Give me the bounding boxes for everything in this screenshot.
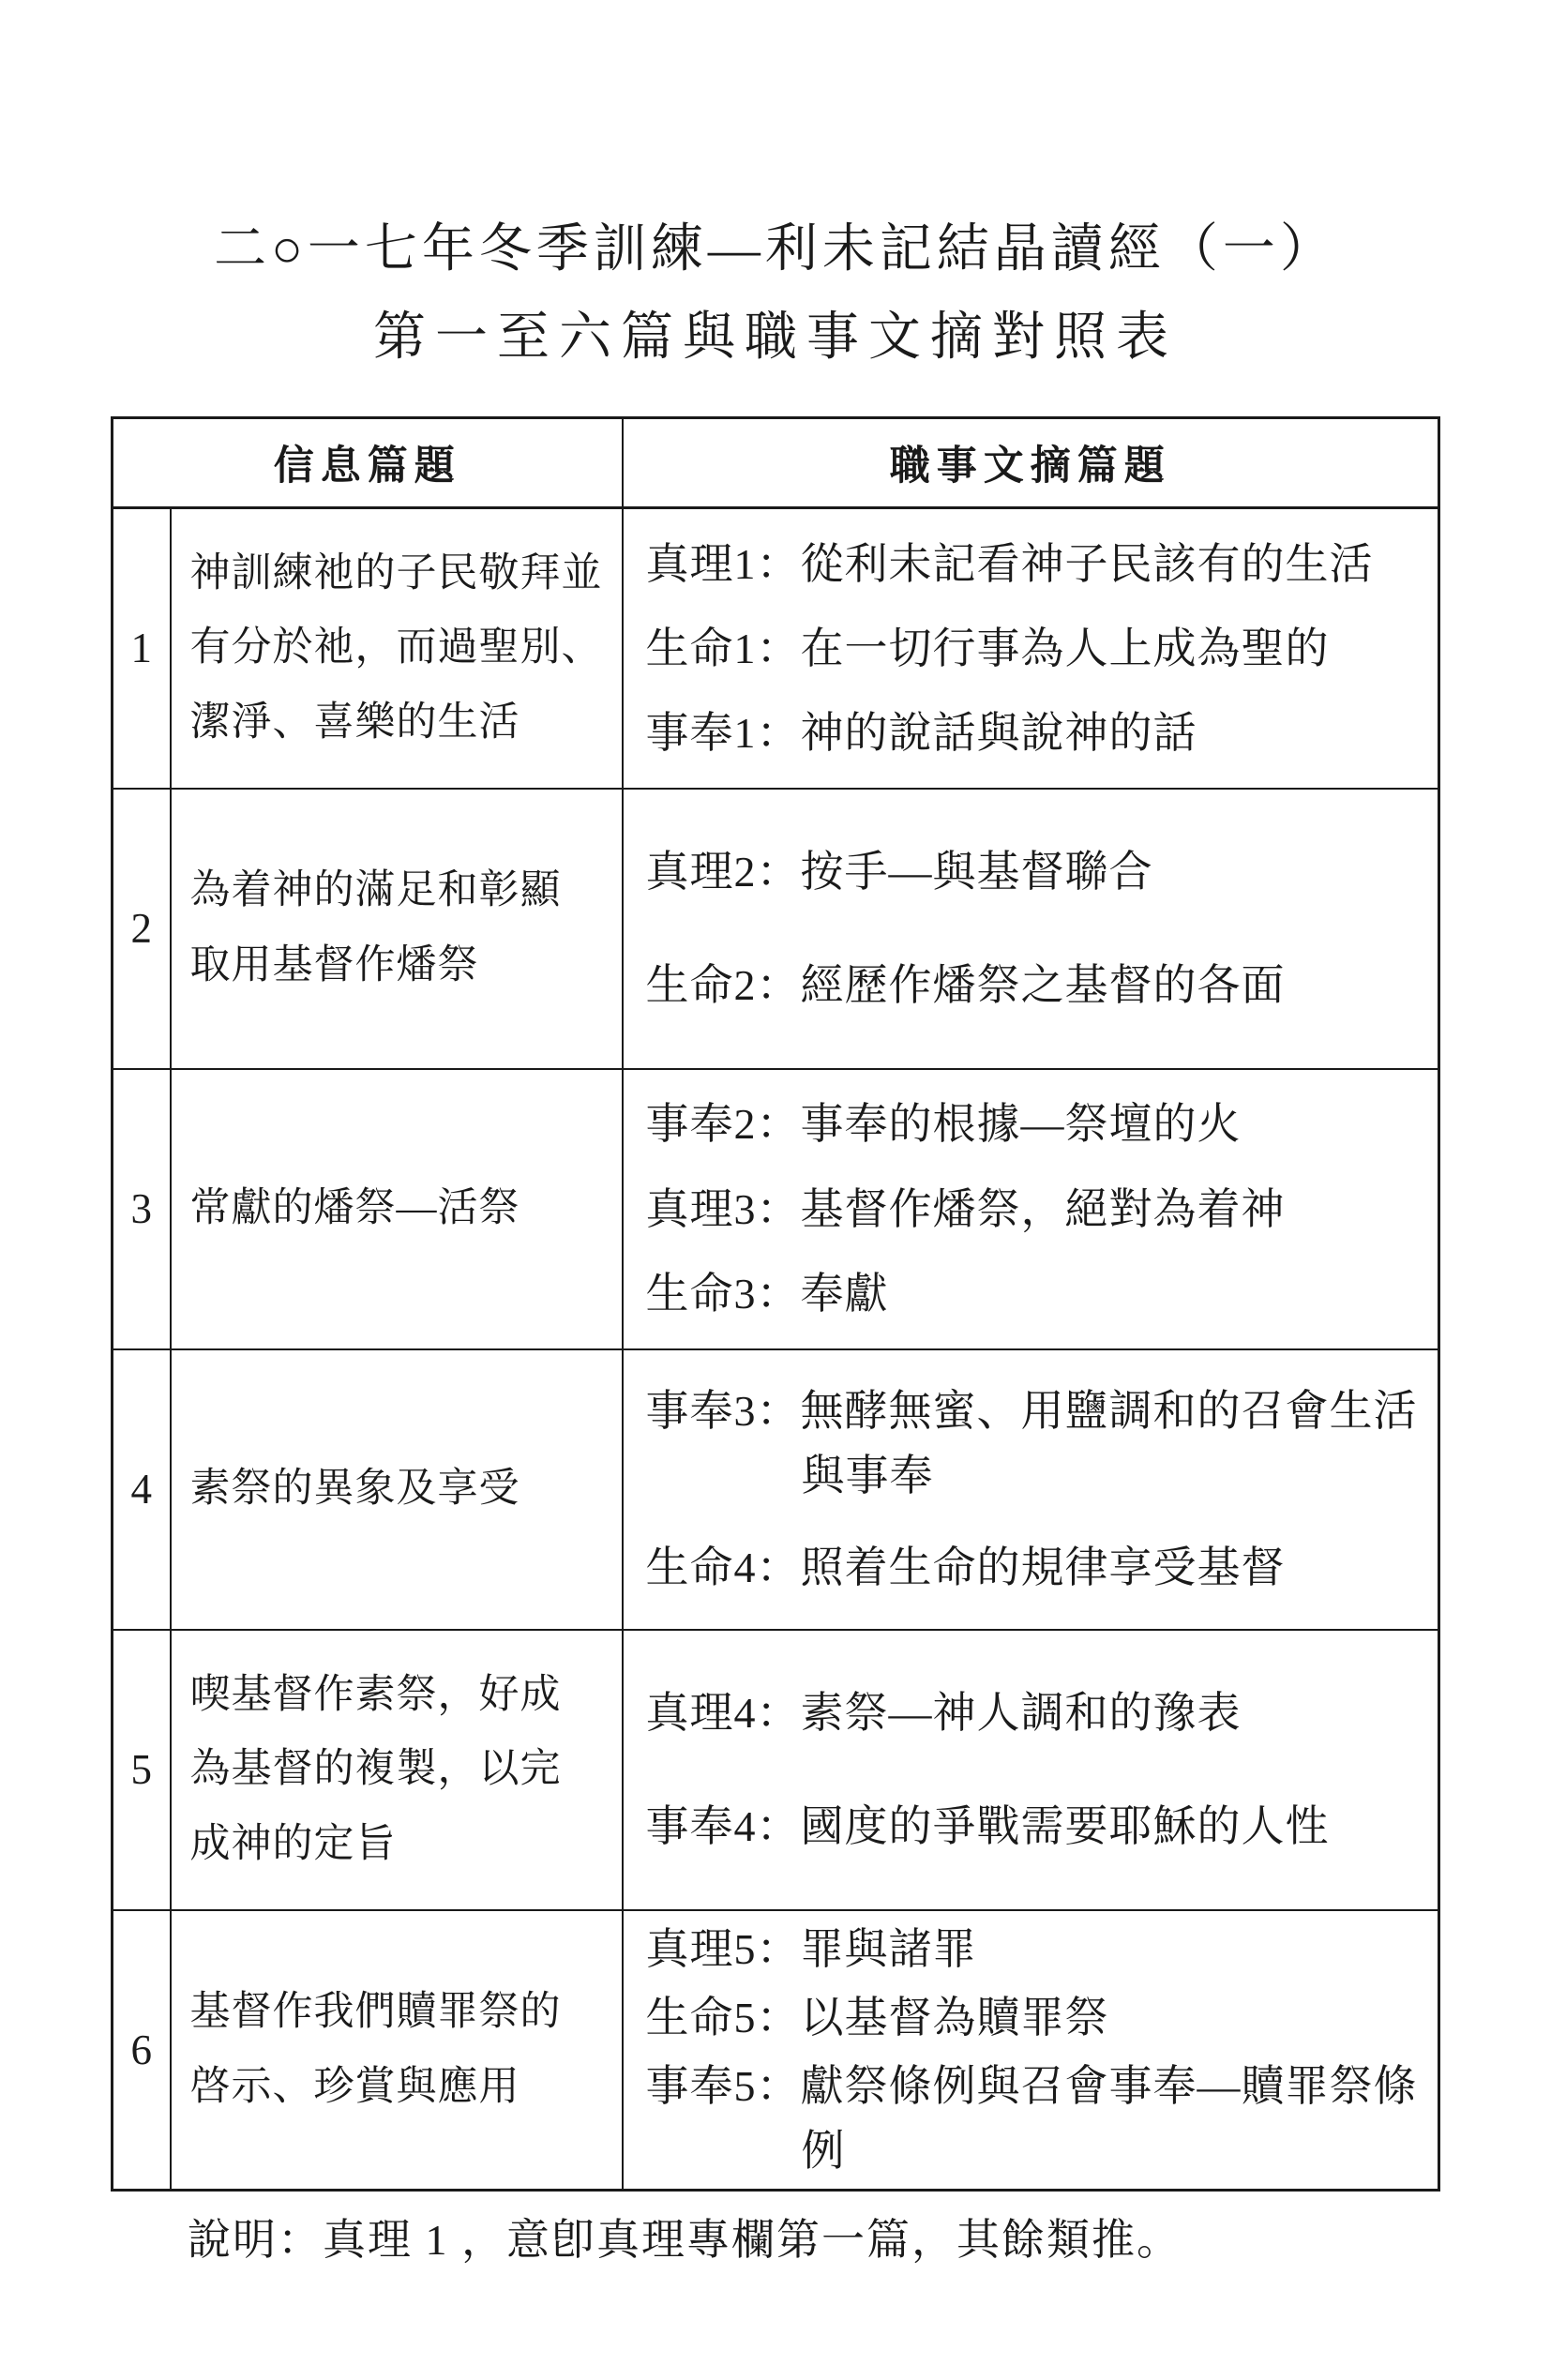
message-title-cell	[171, 1349, 623, 1630]
page-title: 二○一七年冬季訓練—利未記結晶讀經（一）	[214, 220, 1337, 279]
ministry-entries	[646, 1633, 1431, 1906]
ministry-entry: 真理5：罪與諸罪	[645, 1924, 977, 1973]
ministry-entries	[646, 1913, 1431, 2187]
page-subtitle: 第一至六篇與職事文摘對照表	[373, 309, 1178, 367]
ministry-entries	[646, 1352, 1431, 1626]
ministry-digest-cell	[623, 1910, 1439, 2191]
message-title-cell	[171, 508, 623, 789]
header-row	[113, 418, 1439, 508]
comparison-table-wrapper	[111, 416, 1440, 2192]
ministry-entry: 生命5：以基督為贖罪祭	[645, 1993, 1109, 2041]
row-number: 1	[113, 508, 171, 789]
ministry-digest-cell	[623, 1349, 1439, 1630]
message-title-cell	[171, 1910, 623, 2191]
message-title-text: 素祭的異象及享受	[189, 1467, 520, 1512]
ministry-entry: 真理4：素祭—神人調和的豫表	[645, 1689, 1242, 1738]
ministry-entry: 生命3：奉獻	[645, 1269, 889, 1318]
ministry-entry: 事奉5：獻祭條例與召會事奉—贖罪祭條 例	[645, 2061, 1418, 2175]
ministry-entry: 事奉2：事奉的根據—祭壇的火	[645, 1100, 1242, 1149]
row-number: 3	[113, 1069, 171, 1349]
table-row	[113, 1069, 1439, 1349]
comparison-table	[111, 416, 1440, 2192]
ministry-digest-cell	[623, 1630, 1439, 1910]
ministry-digest-cell	[623, 789, 1439, 1069]
ministry-entry: 生命4：照着生命的規律享受基督	[645, 1543, 1286, 1591]
ministry-entries	[646, 511, 1431, 785]
row-number: 4	[113, 1349, 171, 1630]
ministry-entry: 事奉1：神的說話與說神的話	[645, 709, 1197, 757]
row-number: 5	[113, 1630, 171, 1910]
ministry-entry: 生命1：在一切行事為人上成為聖的	[645, 624, 1330, 672]
message-title-cell	[171, 789, 623, 1069]
footnote: 說明：真理 1 ，意卽真理專欄第一篇，其餘類推。	[188, 2216, 1182, 2264]
ministry-entry: 真理2：按手—與基督聯合	[645, 848, 1153, 896]
message-title-cell	[171, 1069, 623, 1349]
ministry-entries	[646, 791, 1431, 1065]
message-title-text: 基督作我們贖罪祭的 啓示、珍賞與應用	[189, 1990, 562, 2109]
column-header-ministry-digest-title: 職事文摘篇題	[623, 418, 1439, 508]
ministry-entries	[646, 1072, 1431, 1346]
column-header-message-title: 信息篇題	[113, 418, 623, 508]
ministry-entry: 事奉3：無酵無蜜、用鹽調和的召會生活 與事奉	[645, 1387, 1418, 1500]
table-row	[113, 789, 1439, 1069]
message-title-text: 常獻的燔祭—活祭	[189, 1186, 520, 1231]
ministry-entry: 生命2：經歷作燔祭之基督的各面	[645, 960, 1286, 1009]
row-number: 6	[113, 1910, 171, 2191]
row-number: 2	[113, 789, 171, 1069]
ministry-entry: 真理1：從利未記看神子民該有的生活	[645, 539, 1374, 588]
ministry-digest-cell	[623, 1069, 1439, 1349]
table-row	[113, 1349, 1439, 1630]
ministry-entry: 事奉4：國度的爭戰需要耶穌的人性	[645, 1801, 1330, 1850]
message-title-cell	[171, 1630, 623, 1910]
table-row	[113, 508, 1439, 789]
message-title-text: 喫基督作素祭，好成 為基督的複製，以完 成神的定旨	[189, 1672, 562, 1866]
table-row	[113, 1910, 1439, 2191]
message-title-text: 神訓練祂的子民敬拜並 有分於祂，而過聖別、 潔淨、喜樂的生活	[189, 550, 603, 746]
ministry-digest-cell	[623, 508, 1439, 789]
message-title-text: 為着神的滿足和彰顯 取用基督作燔祭	[189, 868, 562, 987]
ministry-entry: 真理3：基督作燔祭，絕對為着神	[645, 1184, 1286, 1233]
table-row	[113, 1630, 1439, 1910]
